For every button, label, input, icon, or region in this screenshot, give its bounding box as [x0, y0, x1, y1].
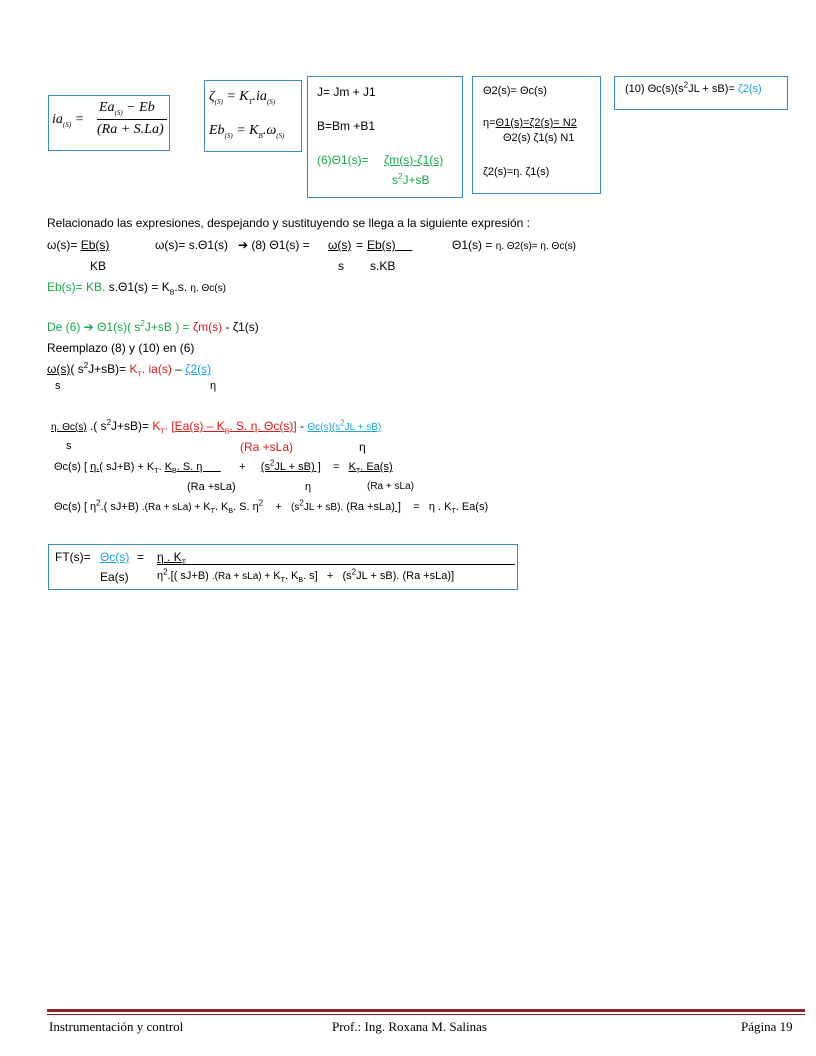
ft-den-a: Ea(s): [100, 570, 129, 584]
s-den-2: s: [55, 380, 61, 392]
expanded-eq: η. Θc(s) .( $s^2J+sB)= K_T$. [$Ea(s) - K_B$. S. η. $\Theta c(s)] - \Theta c(s)(s^2JL + sB)$: [51, 418, 382, 436]
final-eq: Θc(s) [ $\eta^2$.( sJ+B) $.(Ra + sLa) + K_T$. $K_B$. S. $\eta^2$ + $(s^2JL + sB)$. (Ra +sLa) ] = η . $K_T$. Ea(s): [54, 498, 489, 516]
replace-text: Reemplazo (8) y (10) en (6): [47, 341, 195, 355]
footer-divider-thin: [47, 1014, 805, 1015]
ft-den-b: $\eta^2$.[( sJ+B) $.(Ra + sLa) + K_T$. $K_B$. $s] + (s^2JL + sB)$. (Ra +sLa)]: [157, 567, 455, 585]
eq8: ➔ (8) Θ1(s) =: [238, 238, 310, 252]
footer-divider: [47, 1009, 805, 1012]
eta-den-2: η: [359, 440, 366, 454]
ft-eq: =: [137, 550, 145, 564]
skb-den: s.KB: [370, 259, 396, 273]
rasla-den-2: (Ra +sLa): [187, 481, 236, 493]
from6-eq: De (6) ➔ Θ1(s)( $s^2J+sB$ ) = ζm(s) - ζ1(s): [47, 319, 259, 334]
equation-box-10: [614, 76, 788, 110]
footer-course: Instrumentación y control: [49, 1019, 184, 1034]
eq6-numerator: ζm(s)-ζ1(s): [384, 153, 444, 167]
torque-equation: $\zeta_{(S)} = K_T.ia_{(S)}$: [209, 89, 276, 106]
theta1-eq: Θ1(s) = η. Θ2(s)= η. Θc(s): [452, 238, 576, 252]
eb-eq: Eb(s)= KB. $s.\Theta 1(s) = K_B.s$. η. Θc(s): [47, 280, 226, 297]
grouped-eq: Θc(s) [ η.( $sJ+B) + K_T$. $K_B$. S. η + $(s^2JL + sB)$ ] = $K_T$. Ea(s): [54, 458, 393, 476]
replaced-eq: ω(s)( $s^2J+sB)= K_T$. ia(s) – ζ2(s): [47, 361, 212, 379]
ft-num-b: η . $K_T$: [157, 550, 186, 567]
s-den: s: [338, 259, 344, 273]
theta2-eq: Θ2(s)= Θc(s): [483, 85, 547, 97]
intro-text: Relacionado las expresiones, despejando y sustituyendo se llega a la siguiente expresión :: [47, 216, 530, 230]
eq8-num1: ω(s): [328, 238, 352, 252]
friction-eq: B=Bm +B1: [317, 119, 376, 133]
back-emf-equation: $Eb_{(S)} = K_B.\omega_{(S)}$: [209, 123, 285, 140]
inertia-eq: J= Jm + J1: [317, 85, 376, 99]
ft-lhs: FT(s)=: [55, 550, 91, 564]
omega-eb: ω(s)= Eb(s): [47, 238, 110, 252]
zeta2-eq: ζ2(s)=η. ζ1(s): [483, 166, 550, 178]
equation-box-armature-current: [48, 95, 170, 151]
ft-num-a: Θc(s): [100, 550, 130, 564]
eq8-eq: =: [356, 238, 364, 252]
rasla-den-3: (Ra + sLa): [367, 481, 414, 492]
equation-box-gear: [472, 76, 601, 194]
eq-numerator: $Ea_{(S)} - Eb$: [99, 100, 155, 117]
eq-denominator: (Ra + S.La): [97, 122, 164, 137]
eq6-label: (6)Θ1(s)=: [317, 153, 369, 167]
transfer-function-box: [48, 544, 518, 590]
eq6-denominator: $s^2J+sB$: [392, 172, 430, 187]
eq8-num2: Eb(s): [367, 238, 413, 252]
eta-den-3: η: [305, 481, 312, 493]
omega-theta: ω(s)= s.Θ1(s): [155, 238, 229, 252]
equation-box-torque: [204, 80, 302, 152]
eq-lhs: $ia_{(S)}$ =: [52, 112, 85, 129]
kb-den: KB: [90, 259, 107, 273]
footer-professor: Prof.: Ing. Roxana M. Salinas: [332, 1019, 487, 1034]
eq10: (10) $\Theta c(s)(s^2JL + sB)= \zeta 2(s)$: [625, 80, 762, 95]
s-den-3: s: [66, 440, 72, 452]
ratio-denominators: Θ2(s) ζ1(s) N1: [503, 132, 575, 144]
rasla-den: (Ra +sLa): [240, 440, 294, 454]
eta-den: η: [210, 380, 217, 392]
equation-box-inertia: [307, 76, 463, 198]
ratio-eq: η=Θ1(s)=ζ2(s)= N2: [483, 117, 577, 129]
footer-page-number: Página 19: [741, 1019, 793, 1034]
